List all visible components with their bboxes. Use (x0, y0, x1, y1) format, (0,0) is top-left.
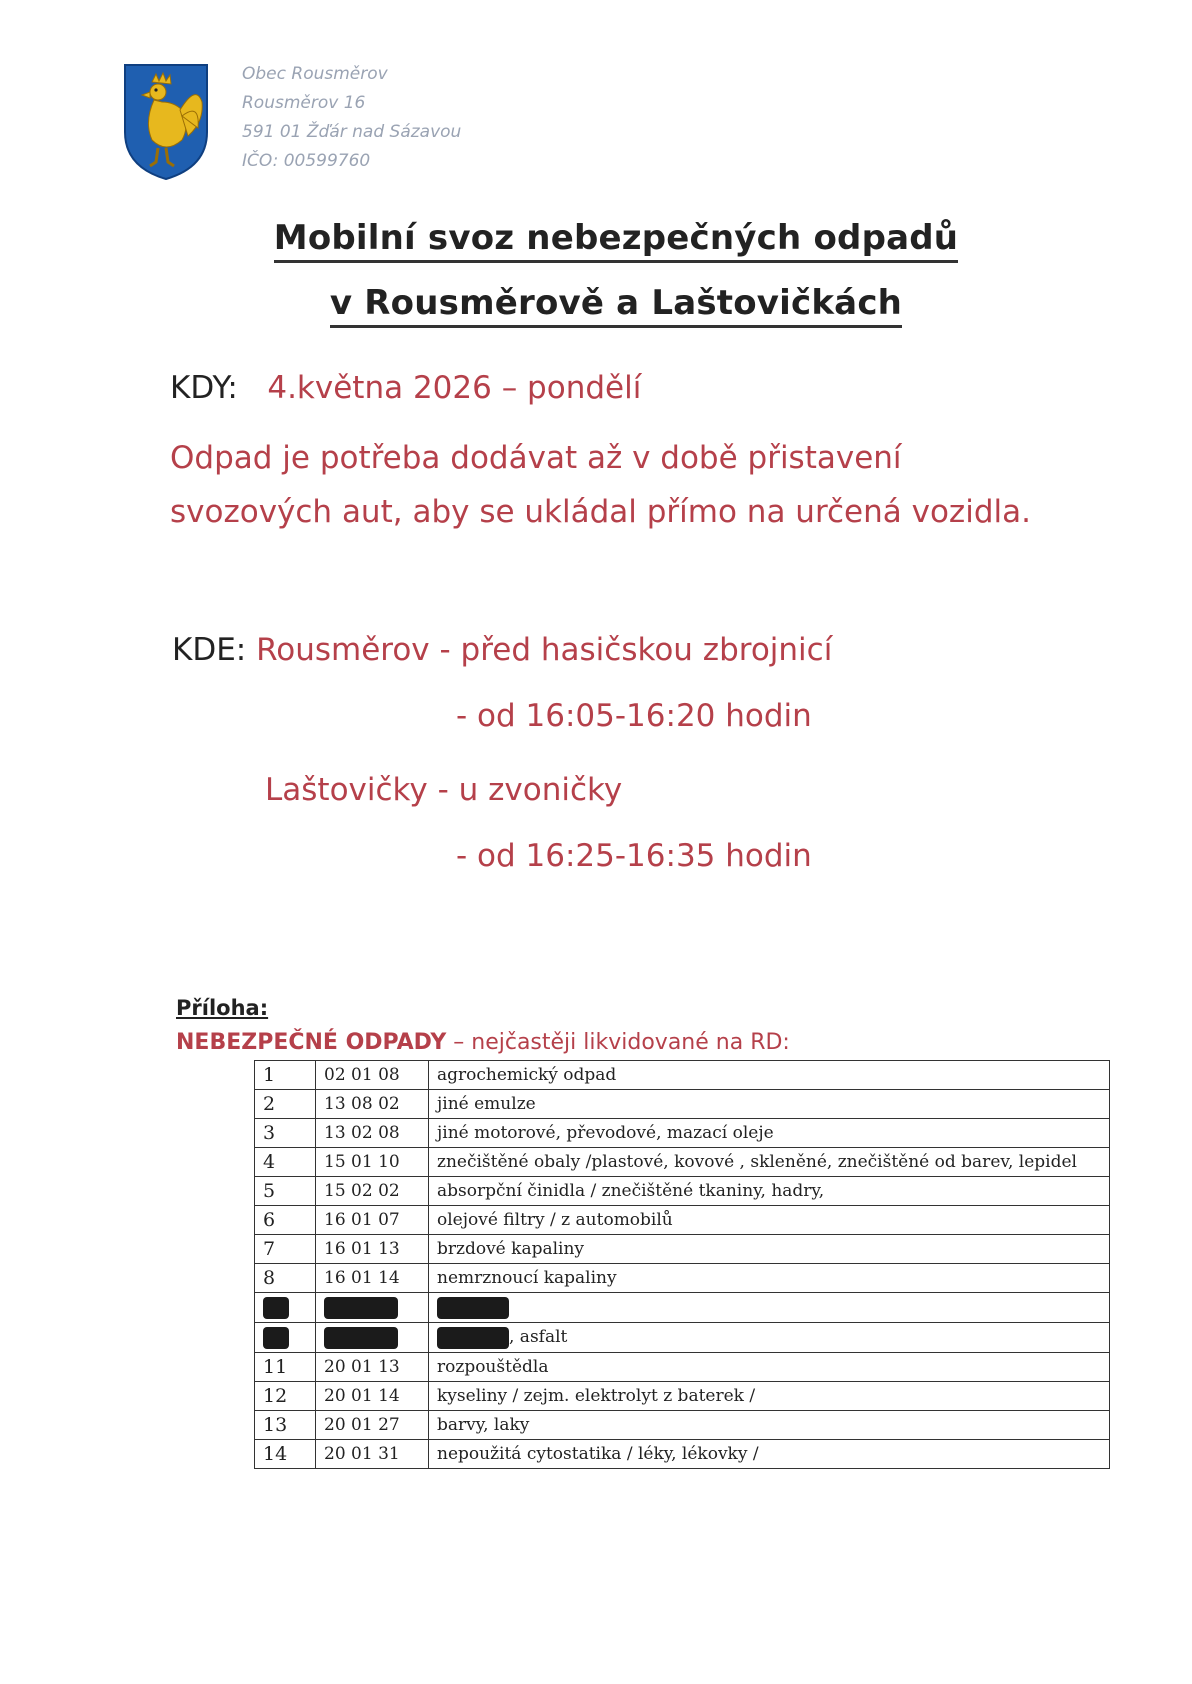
waste-description-text: , asfalt (509, 1327, 568, 1347)
redaction-bar (437, 1297, 509, 1319)
waste-code-text: 02 01 08 (324, 1065, 400, 1085)
when-line (170, 370, 641, 406)
org-id: IČO: 00599760 (242, 151, 371, 171)
row-number (255, 1382, 316, 1411)
org-city: 591 01 Žďár nad Sázavou (242, 122, 462, 142)
row-number-text: 4 (263, 1151, 276, 1173)
row-number (255, 1206, 316, 1235)
waste-code (316, 1090, 429, 1119)
where-label: KDE: (172, 632, 247, 668)
table-row (255, 1353, 1110, 1382)
row-number (255, 1323, 316, 1353)
waste-description-text: brzdové kapaliny (437, 1239, 585, 1259)
waste-code (316, 1206, 429, 1235)
appendix-heading-rest: – nejčastěji likvidované na RD: (446, 1030, 790, 1055)
table-row (255, 1119, 1110, 1148)
waste-code-text: 13 08 02 (324, 1094, 400, 1114)
redaction-bar (437, 1327, 509, 1349)
redaction-bar (324, 1297, 398, 1319)
waste-description (429, 1177, 1110, 1206)
notice-line-2: svozových aut, aby se ukládal přímo na určená vozidla. (170, 494, 1031, 530)
waste-description (429, 1353, 1110, 1382)
waste-code (316, 1353, 429, 1382)
table-row (255, 1090, 1110, 1119)
row-number (255, 1090, 316, 1119)
waste-description (429, 1440, 1110, 1469)
waste-description (429, 1119, 1110, 1148)
waste-code-text: 16 01 13 (324, 1239, 400, 1259)
waste-code (316, 1411, 429, 1440)
waste-code (316, 1440, 429, 1469)
coat-of-arms-rooster-icon (122, 62, 210, 182)
waste-description (429, 1090, 1110, 1119)
waste-code (316, 1293, 429, 1323)
appendix-heading-bold: NEBEZPEČNÉ ODPADY (176, 1030, 447, 1055)
row-number (255, 1177, 316, 1206)
row-number (255, 1119, 316, 1148)
when-value: 4.května 2026 – pondělí (267, 370, 642, 406)
row-number-text: 7 (263, 1238, 276, 1260)
waste-code-text: 13 02 08 (324, 1123, 400, 1143)
row-number (255, 1293, 316, 1323)
appendix-heading (176, 1030, 790, 1055)
page-title-line-1: Mobilní svoz nebezpečných odpadů (20, 218, 1192, 258)
row-number (255, 1440, 316, 1469)
row-number (255, 1353, 316, 1382)
table-row (255, 1206, 1110, 1235)
waste-description-text: rozpouštědla (437, 1357, 549, 1377)
where-line-1 (172, 632, 832, 668)
waste-description (429, 1323, 1110, 1353)
waste-description (429, 1264, 1110, 1293)
waste-description-text: barvy, laky (437, 1415, 530, 1435)
table-row (255, 1382, 1110, 1411)
table-row (255, 1293, 1110, 1323)
table-row (255, 1264, 1110, 1293)
waste-code (316, 1264, 429, 1293)
waste-description-text: jiné emulze (437, 1094, 536, 1114)
waste-description (429, 1235, 1110, 1264)
row-number-text: 3 (263, 1122, 276, 1144)
waste-description-text: jiné motorové, převodové, mazací oleje (437, 1123, 774, 1143)
waste-code-text: 20 01 14 (324, 1386, 400, 1406)
waste-code (316, 1061, 429, 1090)
row-number-text: 1 (263, 1064, 276, 1086)
table-row (255, 1440, 1110, 1469)
redaction-bar (263, 1327, 289, 1349)
row-number-text: 13 (263, 1414, 288, 1436)
row-number-text: 6 (263, 1209, 276, 1231)
where-place-1: Rousměrov - před hasičskou zbrojnicí (256, 632, 833, 668)
waste-code-text: 16 01 14 (324, 1268, 400, 1288)
table-row (255, 1061, 1110, 1090)
row-number-text: 5 (263, 1180, 276, 1202)
redaction-bar (324, 1327, 398, 1349)
waste-code-text: 20 01 13 (324, 1357, 400, 1377)
where-time-1: - od 16:05-16:20 hodin (456, 698, 812, 734)
row-number (255, 1411, 316, 1440)
waste-code-text: 15 02 02 (324, 1181, 400, 1201)
municipality-address (242, 60, 461, 176)
row-number-text: 14 (263, 1443, 288, 1465)
waste-description-text: nepoužitá cytostatika / léky, lékovky / (437, 1444, 759, 1464)
row-number (255, 1061, 316, 1090)
notice-line-1: Odpad je potřeba dodávat až v době přistavení (170, 440, 902, 476)
row-number-text: 2 (263, 1093, 276, 1115)
row-number (255, 1148, 316, 1177)
waste-description (429, 1061, 1110, 1090)
hazardous-waste-table (254, 1060, 1110, 1469)
row-number (255, 1235, 316, 1264)
waste-code (316, 1323, 429, 1353)
appendix-label: Příloha: (176, 996, 269, 1020)
waste-description-text: absorpční činidla / znečištěné tkaniny, hadry, (437, 1181, 825, 1201)
waste-description (429, 1382, 1110, 1411)
waste-code (316, 1119, 429, 1148)
row-number (255, 1264, 316, 1293)
row-number-text: 12 (263, 1385, 288, 1407)
when-label: KDY: (170, 370, 238, 406)
waste-code (316, 1148, 429, 1177)
waste-code-text: 20 01 31 (324, 1444, 400, 1464)
where-place-2: Laštovičky - u zvoničky (265, 772, 623, 808)
table-row (255, 1235, 1110, 1264)
org-street: Rousměrov 16 (242, 93, 366, 113)
waste-code (316, 1177, 429, 1206)
waste-code-text: 16 01 07 (324, 1210, 400, 1230)
where-time-2: - od 16:25-16:35 hodin (456, 838, 812, 874)
waste-description-text: kyseliny / zejm. elektrolyt z baterek / (437, 1386, 756, 1406)
waste-code (316, 1382, 429, 1411)
waste-code-text: 20 01 27 (324, 1415, 400, 1435)
org-name: Obec Rousměrov (242, 64, 388, 84)
waste-code-text: 15 01 10 (324, 1152, 400, 1172)
table-row (255, 1177, 1110, 1206)
table-row (255, 1411, 1110, 1440)
waste-description (429, 1148, 1110, 1177)
table-row (255, 1323, 1110, 1353)
redaction-bar (263, 1297, 289, 1319)
page-title-line-2: v Rousměrově a Laštovičkách (20, 283, 1192, 323)
waste-description (429, 1411, 1110, 1440)
waste-description (429, 1206, 1110, 1235)
waste-description-text: znečištěné obaly /plastové, kovové , skleněné, znečištěné od barev, lepidel (437, 1152, 1077, 1172)
waste-description-text: agrochemický odpad (437, 1065, 617, 1085)
table-row (255, 1148, 1110, 1177)
row-number-text: 8 (263, 1267, 276, 1289)
waste-description (429, 1293, 1110, 1323)
waste-description-text: nemrznoucí kapaliny (437, 1268, 617, 1288)
waste-code (316, 1235, 429, 1264)
waste-description-text: olejové filtry / z automobilů (437, 1210, 673, 1230)
row-number-text: 11 (263, 1356, 288, 1378)
